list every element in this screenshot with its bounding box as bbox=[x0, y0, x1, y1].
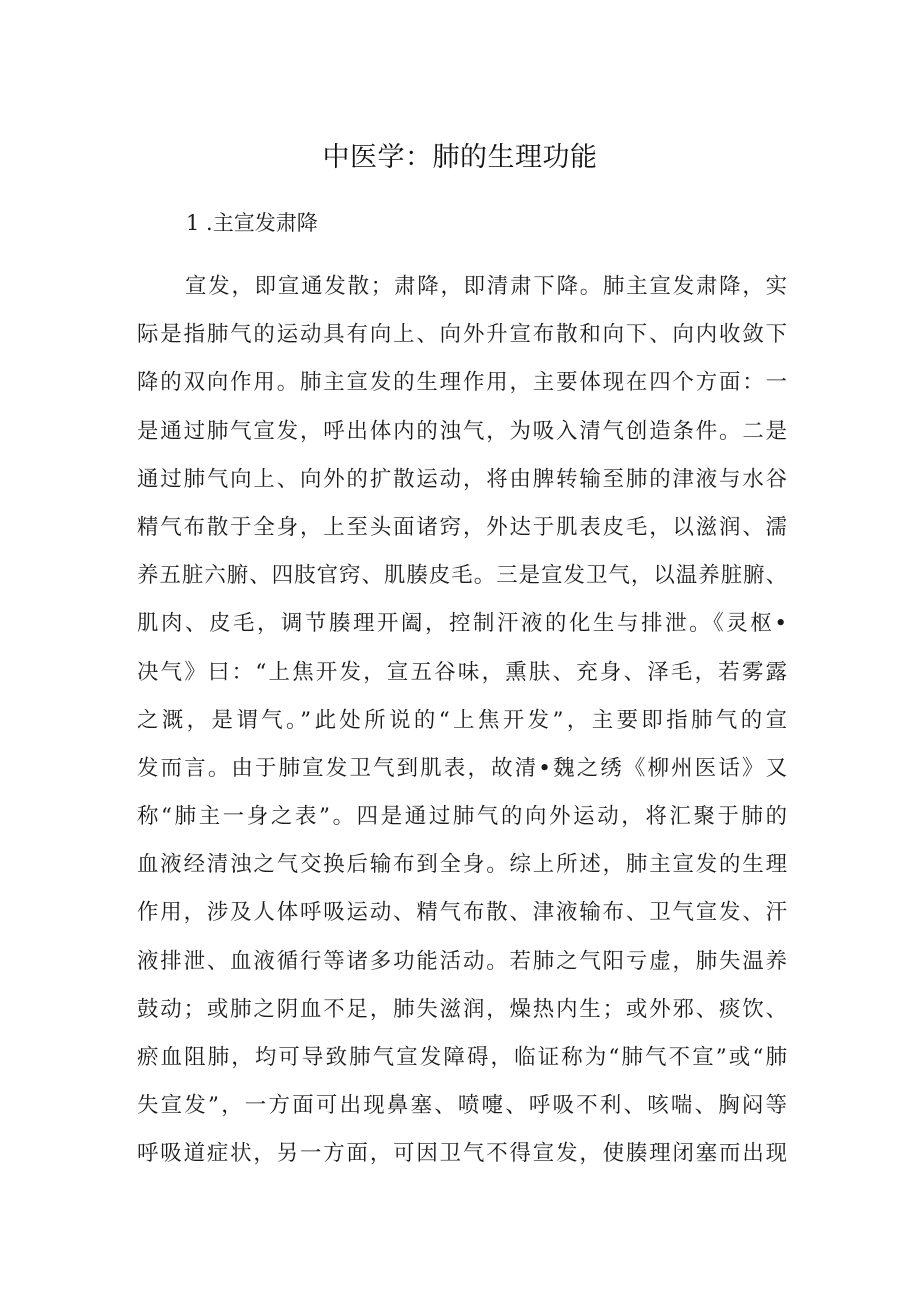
section-heading: 1 .主宣发肃降 bbox=[186, 211, 318, 235]
paragraph-line: 鼓动；或肺之阴血不足，肺失滋润，燥热内生；或外邪、痰饮、 bbox=[137, 996, 787, 1022]
paragraph-line: 精气布散于全身，上至头面诸窍，外达于肌表皮毛，以滋润、濡 bbox=[137, 514, 787, 540]
paragraph-line: 发而言。由于肺宣发卫气到肌表，故清•魏之绣《柳州医话》又 bbox=[137, 755, 787, 781]
paragraph-line: 际是指肺气的运动具有向上、向外升宣布散和向下、向内收敛下 bbox=[137, 322, 787, 348]
paragraph-line: 血液经清浊之气交换后输布到全身。综上所述，肺主宣发的生理 bbox=[137, 852, 787, 878]
paragraph-line: 养五脏六腑、四肢官窍、肌腠皮毛。三是宣发卫气，以温养脏腑、 bbox=[137, 563, 787, 589]
document-title: 中医学：肺的生理功能 bbox=[322, 142, 598, 173]
paragraph-line: 瘀血阻肺，均可导致肺气宣发障碍，临证称为“肺气不宣”或“肺 bbox=[137, 1045, 787, 1070]
paragraph-line: 称“肺主一身之表”。四是通过肺气的向外运动，将汇聚于肺的 bbox=[137, 804, 787, 830]
paragraph-line: 是通过肺气宣发，呼出体内的浊气，为吸入清气创造条件。二是 bbox=[137, 418, 787, 444]
paragraph-line: 呼吸道症状，另一方面，可因卫气不得宣发，使腠理闭塞而出现 bbox=[137, 1141, 787, 1167]
paragraph-line: 通过肺气向上、向外的扩散运动，将由脾转输至肺的津液与水谷 bbox=[137, 466, 787, 492]
paragraph-line: 肌肉、皮毛，调节腠理开阖，控制汗液的化生与排泄。《灵枢• bbox=[137, 611, 787, 637]
paragraph-line: 宣发，即宣通发散；肃降，即清肃下降。肺主宣发肃降，实 bbox=[185, 274, 787, 299]
paragraph-line: 液排泄、血液循行等诸多功能活动。若肺之气阳亏虚，肺失温养 bbox=[137, 948, 787, 974]
paragraph-line: 决气》曰：“上焦开发，宣五谷味，熏肤、充身、泽毛，若雾露 bbox=[137, 659, 787, 685]
paragraph-line: 降的双向作用。肺主宣发的生理作用，主要体现在四个方面：一 bbox=[137, 370, 787, 396]
paragraph bbox=[137, 268, 787, 1184]
paragraph-line: 失宣发”，一方面可出现鼻塞、喷嚏、呼吸不利、咳喘、胸闷等 bbox=[137, 1093, 787, 1119]
paragraph-line: 作用，涉及人体呼吸运动、精气布散、津液输布、卫气宣发、汗 bbox=[137, 900, 787, 926]
paragraph-line: 之溉，是谓气。”此处所说的“上焦开发”，主要即指肺气的宣 bbox=[137, 707, 787, 733]
